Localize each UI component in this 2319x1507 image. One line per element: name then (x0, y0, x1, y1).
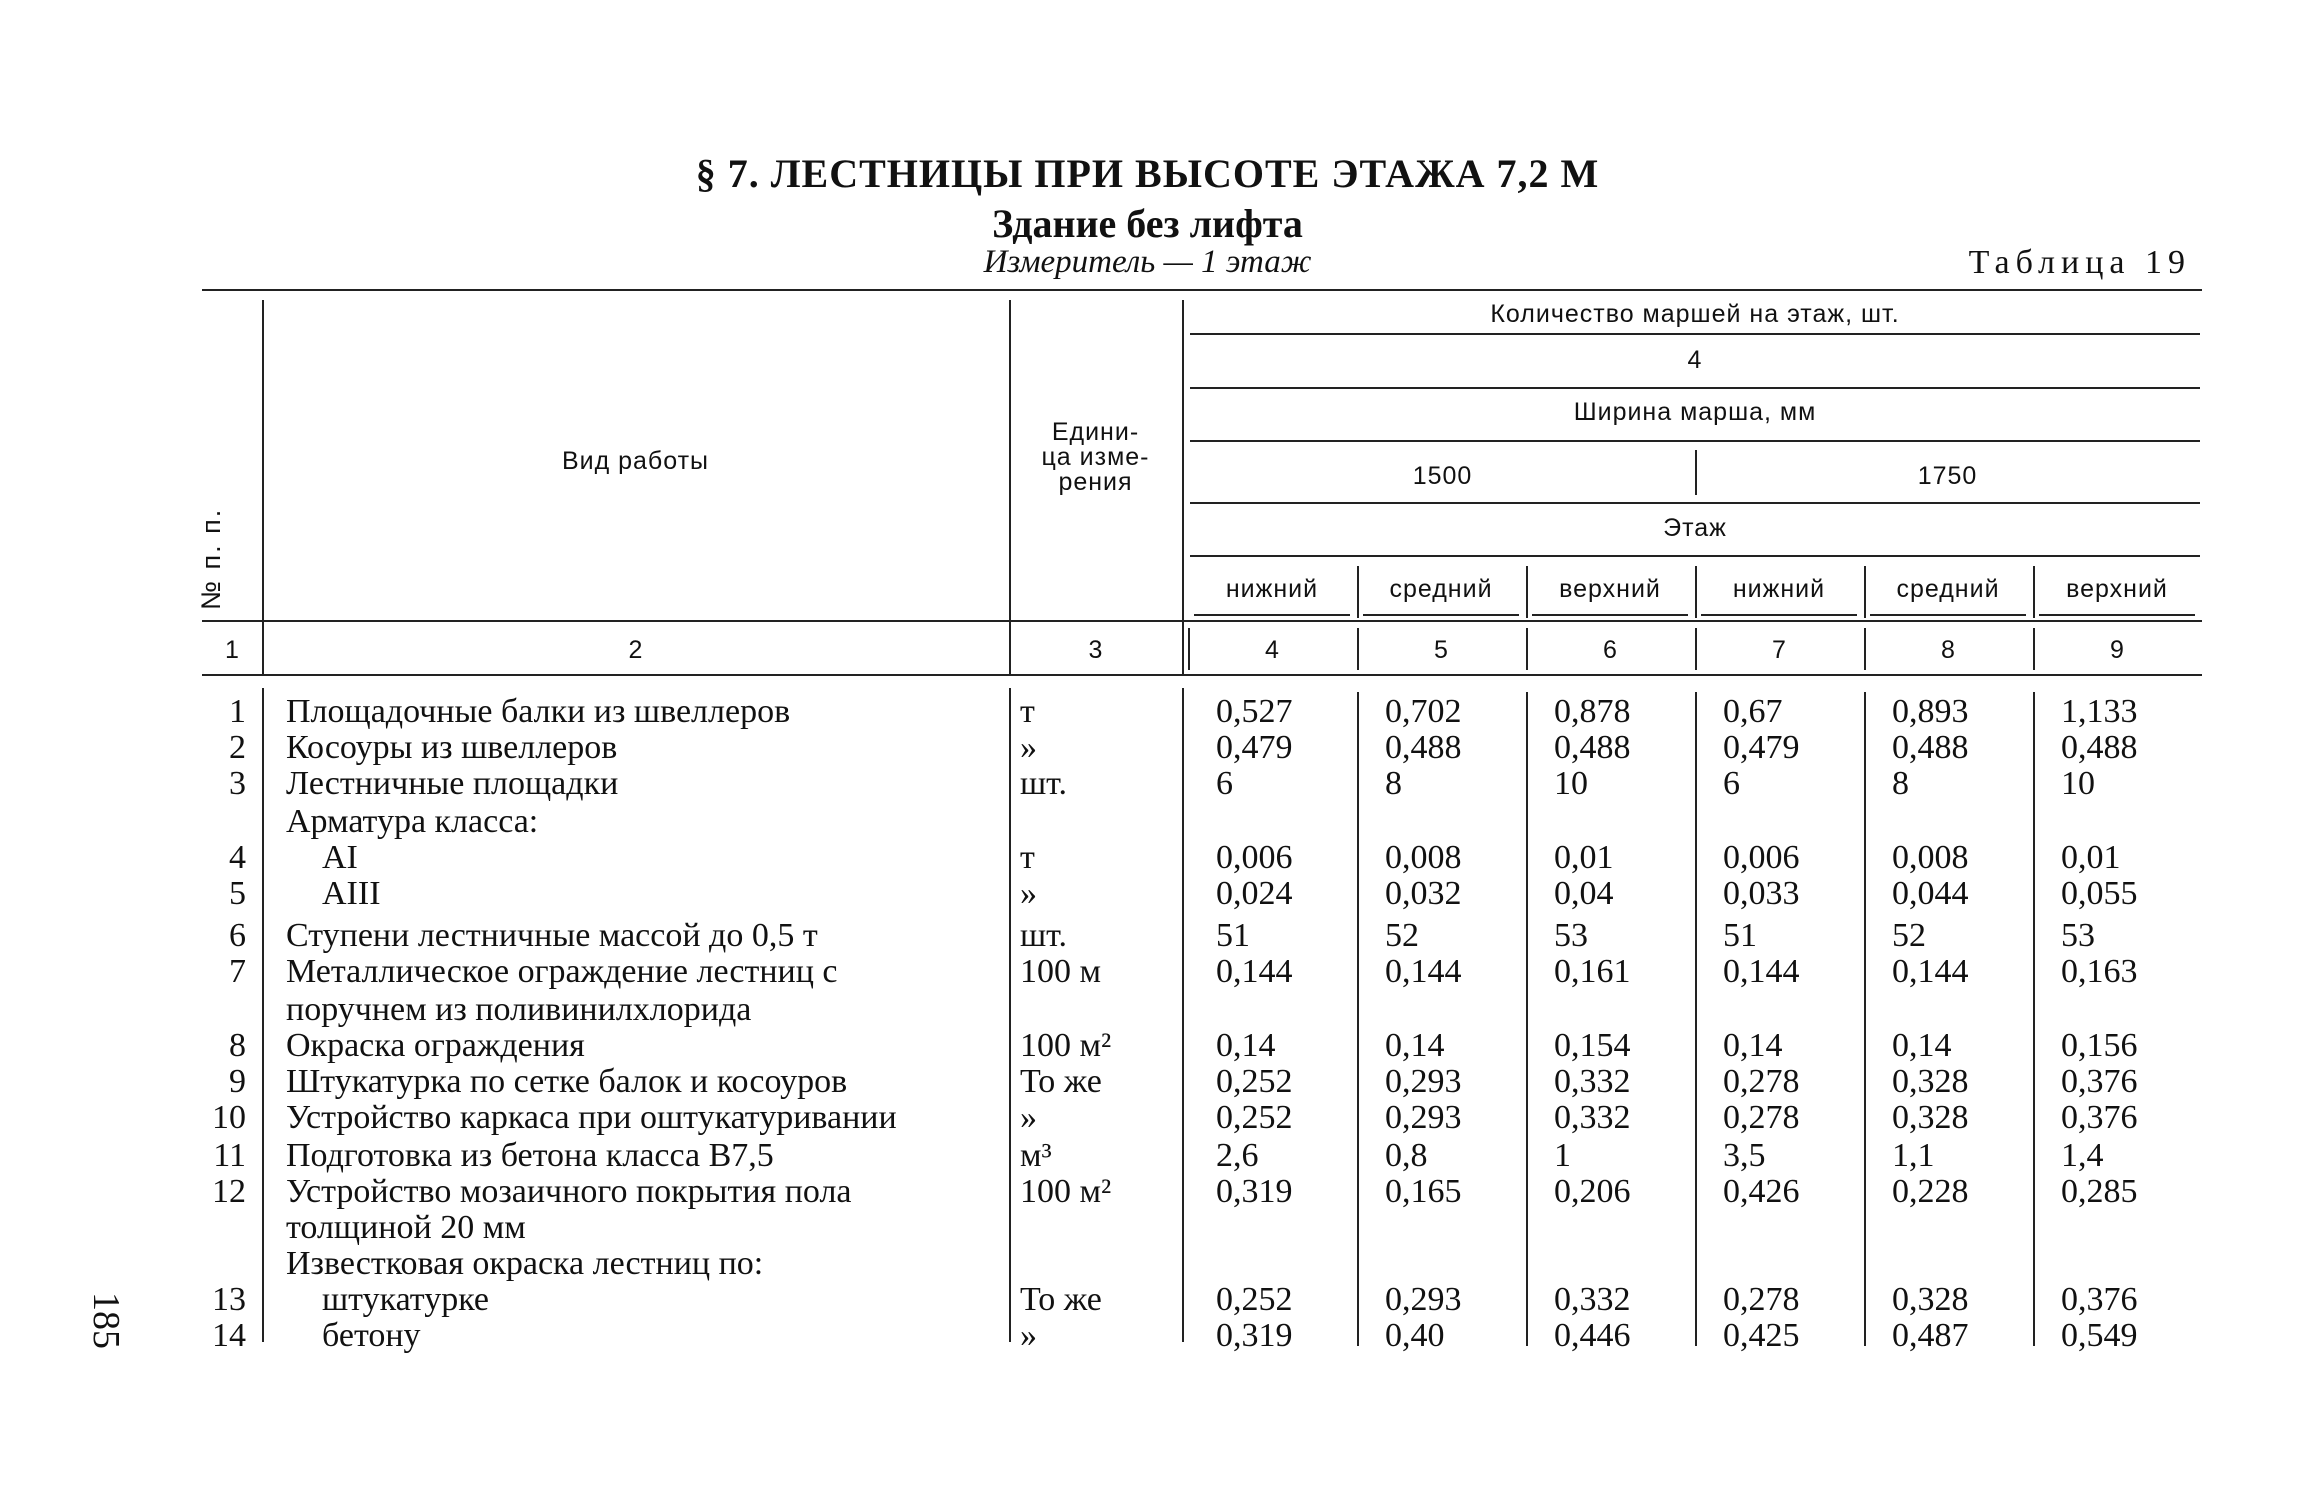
value-cell: 0,01 (2061, 839, 2121, 876)
row-number: 5 (229, 875, 246, 912)
value-cell: 0,278 (1723, 1099, 1800, 1136)
flights-value: 4 (1687, 346, 1703, 374)
unit-cell: » (1020, 1317, 1037, 1354)
value-cell: 0,376 (2061, 1099, 2138, 1136)
unit-cell: м³ (1020, 1137, 1052, 1174)
value-cell: 10 (1554, 765, 1588, 802)
unit-cell: т (1020, 839, 1035, 876)
value-cell: 0,144 (1385, 953, 1462, 990)
work-name: Подготовка из бетона класса В7,5 (286, 1137, 774, 1174)
column-number-divider (1526, 628, 1528, 670)
value-cell: 0,14 (1892, 1027, 1952, 1064)
unit-header-line: ца изме- (1041, 443, 1150, 471)
column-number: 1 (225, 636, 239, 664)
value-cell: 0,293 (1385, 1281, 1462, 1318)
value-cell: 0,376 (2061, 1281, 2138, 1318)
unit-cell: » (1020, 875, 1037, 912)
work-name: Площадочные балки из швеллеров (286, 693, 791, 730)
floor-header: средний (1389, 575, 1493, 603)
unit-header-line: рения (1058, 468, 1133, 496)
value-cell: 0,328 (1892, 1063, 1969, 1100)
value-cell: 51 (1216, 917, 1250, 954)
value-cell: 8 (1892, 765, 1909, 802)
work-name: Металлическое ограждение лестниц с (286, 953, 838, 990)
value-cell: 10 (2061, 765, 2095, 802)
work-name: AI (322, 839, 358, 876)
row-number: 1 (229, 693, 246, 730)
value-cell: 0,144 (1216, 953, 1293, 990)
unit-column-header (1009, 420, 1182, 495)
value-cell: 0,319 (1216, 1173, 1293, 1210)
row-number: 8 (229, 1027, 246, 1064)
column-number: 6 (1603, 636, 1617, 664)
value-cell: 0,332 (1554, 1099, 1631, 1136)
value-cell: 0,425 (1723, 1317, 1800, 1354)
value-cell: 53 (1554, 917, 1588, 954)
work-name: бетону (322, 1317, 421, 1354)
work-name: Лестничные площадки (286, 765, 619, 802)
column-number-divider (1864, 628, 1866, 670)
table-label: Таблица 19 (1968, 244, 2191, 281)
value-cell: 1,1 (1892, 1137, 1935, 1174)
value-cell: 0,319 (1216, 1317, 1293, 1354)
value-cell: 53 (2061, 917, 2095, 954)
value-cell: 0,252 (1216, 1099, 1293, 1136)
value-cell: 0,67 (1723, 693, 1783, 730)
value-cell: 0,032 (1385, 875, 1462, 912)
floor-divider (1864, 566, 1866, 618)
value-cell: 0,006 (1216, 839, 1293, 876)
value-cell: 0,033 (1723, 875, 1800, 912)
value-cell: 6 (1216, 765, 1233, 802)
floor-divider (1695, 566, 1697, 618)
floor-header: средний (1896, 575, 2000, 603)
column-number-divider (1695, 628, 1697, 670)
floor-underline (1194, 614, 1350, 616)
floor-header: верхний (2066, 575, 2168, 603)
value-cell: 0,144 (1723, 953, 1800, 990)
section-title: § 7. ЛЕСТНИЦЫ ПРИ ВЫСОТЕ ЭТАЖА 7,2 М (695, 151, 1600, 196)
value-cell: 0,479 (1723, 729, 1800, 766)
value-cell: 0,252 (1216, 1281, 1293, 1318)
row-number: 6 (229, 917, 246, 954)
col-divider (262, 300, 264, 675)
floor-divider (1357, 566, 1359, 618)
header-rule (1190, 387, 2200, 389)
value-cell: 8 (1385, 765, 1402, 802)
column-number: 2 (628, 636, 643, 664)
col-divider (1182, 300, 1184, 675)
value-cell: 0,8 (1385, 1137, 1428, 1174)
value-cell: 0,165 (1385, 1173, 1462, 1210)
column-number: 9 (2110, 636, 2124, 664)
work-name: штукатурке (322, 1281, 489, 1318)
floor-underline (1363, 614, 1519, 616)
value-cell: 0,278 (1723, 1281, 1800, 1318)
unit-cell: т (1020, 693, 1035, 730)
column-number-divider (1188, 628, 1190, 670)
value-cell: 0,893 (1892, 693, 1969, 730)
value-cell: 0,154 (1554, 1027, 1631, 1064)
unit-cell: шт. (1020, 765, 1067, 802)
floor-underline (1870, 614, 2026, 616)
row-number: 4 (229, 839, 246, 876)
value-cell: 0,228 (1892, 1173, 1969, 1210)
value-cell: 52 (1892, 917, 1926, 954)
value-cell: 0,285 (2061, 1173, 2138, 1210)
unit-cell: 100 м² (1020, 1173, 1112, 1210)
column-number-divider (1009, 628, 1011, 670)
value-cell: 6 (1723, 765, 1740, 802)
unit-cell: То же (1020, 1063, 1102, 1100)
floor-underline (1701, 614, 1857, 616)
row-number: 14 (212, 1317, 246, 1354)
header-rule (1190, 555, 2200, 557)
value-cell: 0,01 (1554, 839, 1614, 876)
unit-cell: То же (1020, 1281, 1102, 1318)
unit-cell: 100 м (1020, 953, 1102, 990)
header-rule (1190, 502, 2200, 504)
floor-label: Этаж (1663, 514, 1727, 542)
floor-underline (1532, 614, 1688, 616)
page-number: 185 (85, 1292, 127, 1349)
unit-cell: » (1020, 729, 1037, 766)
measure-note: Измеритель — 1 этаж (983, 244, 1312, 280)
value-cell: 0,328 (1892, 1281, 1969, 1318)
work-column-header: Вид работы (561, 447, 710, 475)
value-cell: 3,5 (1723, 1137, 1766, 1174)
value-cell: 52 (1385, 917, 1419, 954)
value-cell: 0,40 (1385, 1317, 1445, 1354)
value-cell: 0,488 (1554, 729, 1631, 766)
value-cell: 0,156 (2061, 1027, 2138, 1064)
width-1500: 1500 (1412, 462, 1473, 490)
value-cell: 0,206 (1554, 1173, 1631, 1210)
row-number: 9 (229, 1063, 246, 1100)
value-cell: 0,04 (1554, 875, 1614, 912)
work-name: Штукатурка по сетке балок и косоуров (286, 1063, 848, 1100)
row-number: 13 (212, 1281, 246, 1318)
value-cell: 0,024 (1216, 875, 1293, 912)
value-cell: 1 (1554, 1137, 1571, 1174)
value-cell: 0,328 (1892, 1099, 1969, 1136)
column-number-divider (1357, 628, 1359, 670)
body-column-divider (1526, 692, 1528, 1346)
value-cell: 0,293 (1385, 1099, 1462, 1136)
unit-header-line: Едини- (1051, 418, 1140, 446)
value-cell: 0,488 (1385, 729, 1462, 766)
row-number: 7 (229, 953, 246, 990)
header-rule (1190, 333, 2200, 335)
unit-cell: шт. (1020, 917, 1067, 954)
value-cell: 0,14 (1385, 1027, 1445, 1064)
value-cell: 0,479 (1216, 729, 1293, 766)
unit-cell: » (1020, 1099, 1037, 1136)
value-cell: 0,161 (1554, 953, 1631, 990)
column-number-divider (262, 628, 264, 670)
value-cell: 0,549 (2061, 1317, 2138, 1354)
column-number: 8 (1941, 636, 1955, 664)
body-column-divider (1009, 688, 1011, 1342)
work-name: AIII (322, 875, 381, 912)
row-number: 2 (229, 729, 246, 766)
value-cell: 0,332 (1554, 1063, 1631, 1100)
column-number-divider (2033, 628, 2035, 670)
value-cell: 2,6 (1216, 1137, 1259, 1174)
column-number: 5 (1434, 636, 1448, 664)
flights-label: Количество маршей на этаж, шт. (1490, 300, 1900, 328)
work-name: Косоуры из швеллеров (286, 729, 618, 766)
work-name: Устройство каркаса при оштукатуривании (286, 1099, 897, 1136)
column-number: 7 (1772, 636, 1786, 664)
value-cell: 0,008 (1892, 839, 1969, 876)
work-name: Окраска ограждения (286, 1027, 585, 1064)
body-column-divider (1357, 692, 1359, 1346)
value-cell: 1,133 (2061, 693, 2138, 730)
value-cell: 0,878 (1554, 693, 1631, 730)
row-number: 12 (212, 1173, 246, 1210)
work-name: Известковая окраска лестниц по: (286, 1245, 764, 1282)
value-cell: 0,487 (1892, 1317, 1969, 1354)
value-cell: 0,252 (1216, 1063, 1293, 1100)
header-bottom-rule (202, 674, 2202, 676)
value-cell: 51 (1723, 917, 1757, 954)
width-label: Ширина марша, мм (1573, 398, 1817, 426)
value-cell: 0,14 (1723, 1027, 1783, 1064)
value-cell: 0,376 (2061, 1063, 2138, 1100)
work-name: поручнем из поливинилхлорида (286, 991, 752, 1028)
body-column-divider (2033, 692, 2035, 1346)
value-cell: 0,163 (2061, 953, 2138, 990)
header-rule (202, 620, 2202, 622)
floor-header: верхний (1559, 575, 1661, 603)
row-number: 3 (229, 765, 246, 802)
value-cell: 0,144 (1892, 953, 1969, 990)
row-number: 11 (213, 1137, 246, 1174)
value-cell: 0,006 (1723, 839, 1800, 876)
floor-underline (2039, 614, 2195, 616)
body-column-divider (1864, 692, 1866, 1346)
body-column-divider (1182, 688, 1184, 1342)
value-cell: 0,702 (1385, 693, 1462, 730)
value-cell: 0,14 (1216, 1027, 1276, 1064)
value-cell: 0,044 (1892, 875, 1969, 912)
value-cell: 0,278 (1723, 1063, 1800, 1100)
body-column-divider (1695, 692, 1697, 1346)
width-1750: 1750 (1917, 462, 1978, 490)
work-name: Ступени лестничные массой до 0,5 т (286, 917, 818, 954)
work-name: Арматура класса: (286, 803, 539, 840)
header-top-rule (202, 289, 2202, 291)
value-cell: 1,4 (2061, 1137, 2104, 1174)
column-number: 3 (1088, 636, 1103, 664)
value-cell: 0,055 (2061, 875, 2138, 912)
num-column-header: № п. п. (196, 507, 226, 610)
subtitle: Здание без лифта (992, 201, 1303, 246)
value-cell: 0,008 (1385, 839, 1462, 876)
value-cell: 0,426 (1723, 1173, 1800, 1210)
floor-divider (1526, 566, 1528, 618)
header-rule (1190, 440, 2200, 442)
value-cell: 0,332 (1554, 1281, 1631, 1318)
floor-divider (2033, 566, 2035, 618)
unit-cell: 100 м² (1020, 1027, 1112, 1064)
floor-header: нижний (1732, 575, 1826, 603)
floor-header: нижний (1225, 575, 1319, 603)
row-number: 10 (212, 1099, 246, 1136)
value-cell: 0,527 (1216, 693, 1293, 730)
body-column-divider (262, 688, 264, 1342)
value-cell: 0,488 (1892, 729, 1969, 766)
value-cell: 0,446 (1554, 1317, 1631, 1354)
column-number: 4 (1265, 636, 1279, 664)
value-cell: 0,293 (1385, 1063, 1462, 1100)
work-name: толщиной 20 мм (286, 1209, 526, 1246)
work-name: Устройство мозаичного покрытия пола (286, 1173, 852, 1210)
value-cell: 0,488 (2061, 729, 2138, 766)
